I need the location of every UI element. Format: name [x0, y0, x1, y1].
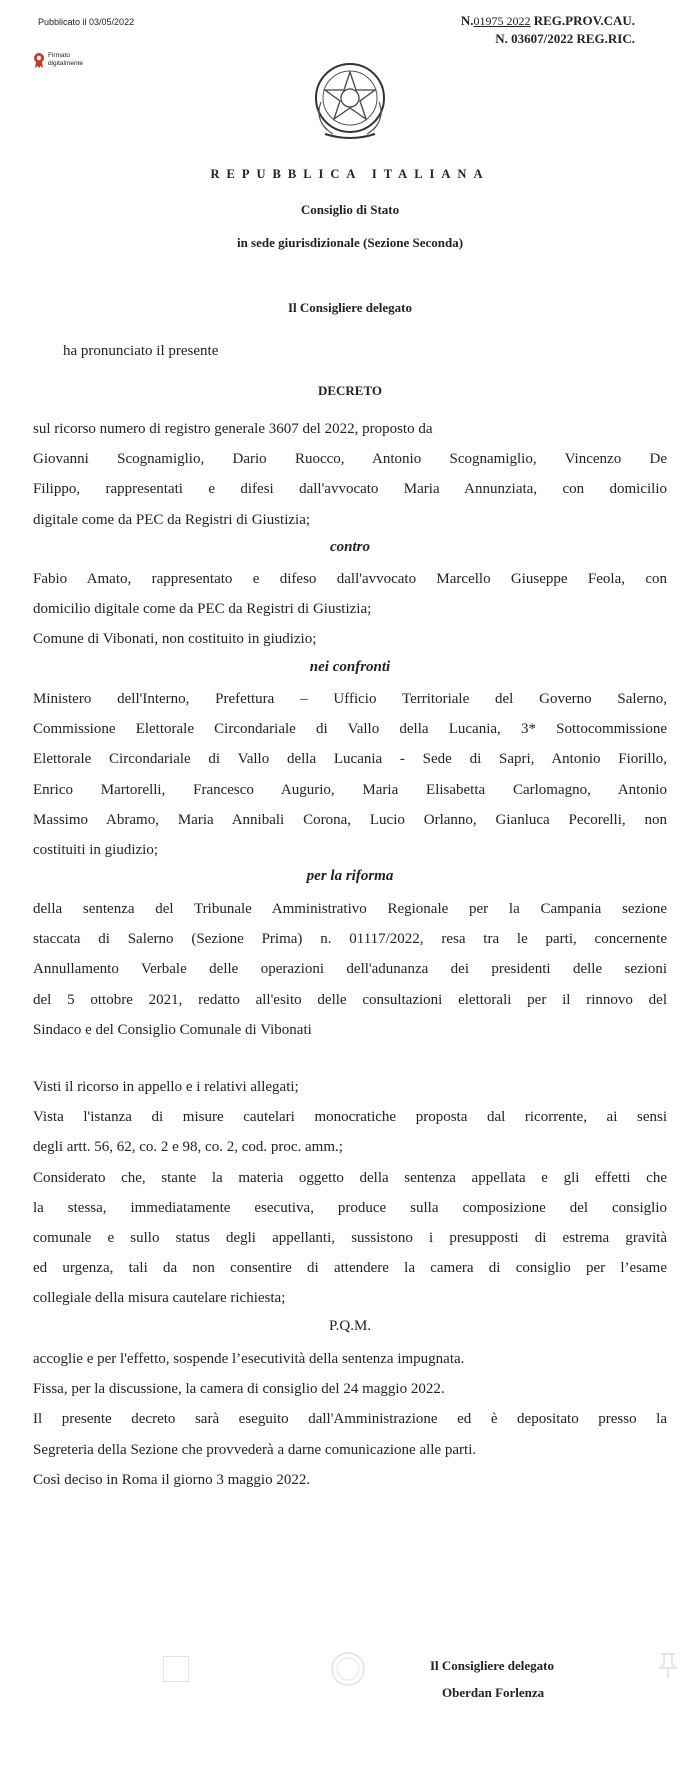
ricorso-line: sul ricorso numero di registro generale 3607 del 2022, proposto da	[33, 421, 433, 437]
ricorso-line: Giovanni Scognamiglio, Dario Ruocco, Antonio Scognamiglio, Vincenzo De	[33, 451, 667, 468]
confronti-line: Massimo Abramo, Maria Annibali Corona, Lucio Orlanno, Gianluca Pecorelli, non	[33, 811, 667, 828]
reg-ric-number: N. 03607/2022 REG.RIC.	[495, 31, 635, 46]
confronti-line: Commissione Elettorale Circondariale di Vallo della Lucania, 3* Sottocommissione	[33, 721, 667, 738]
court-section: in sede giurisdizionale (Sezione Seconda)	[236, 235, 464, 250]
digital-signature-badge	[33, 52, 83, 68]
riforma-line: staccata di Salerno (Sezione Prima) n. 01117/2022, resa tra le parti, concernente	[33, 931, 667, 948]
reg-prov-prefix: N.	[460, 13, 474, 28]
pqm-line: accoglie e per l'effetto, sospende l’esecutività della sentenza impugnata.	[33, 1351, 465, 1367]
visti-line: Considerato che, stante la materia oggetto della sentenza appellata e gli effetti che	[33, 1169, 667, 1186]
publication-date: Pubblicato il 03/05/2022	[38, 17, 135, 27]
seal-icon	[33, 52, 45, 68]
decree-heading: DECRETO	[317, 383, 383, 398]
visti-line: degli artt. 56, 62, co. 2 e 98, co. 2, cod. proc. amm.;	[33, 1139, 343, 1156]
pqm-line: Segreteria della Sezione che provvederà a darne comunicazione alle parti.	[33, 1441, 477, 1458]
pqm-line: Così deciso in Roma il giorno 3 maggio 2022.	[33, 1471, 311, 1488]
reg-prov-value: 01975 2022	[473, 14, 531, 28]
contro-paragraph	[33, 564, 667, 655]
confronti-line: costituiti in giudizio;	[33, 842, 158, 859]
signature-name: Oberdan Forlenza	[442, 1685, 545, 1700]
visti-line: la stessa, immediatamente esecutiva, produce sulla composizione del consiglio	[33, 1199, 667, 1216]
republic-heading: REPUBBLICA ITALIANA	[210, 167, 490, 181]
riforma-paragraph	[33, 894, 667, 1045]
visti-line: ed urgenza, tali da non consentire di attendere la camera di consiglio per l’esame	[33, 1260, 667, 1277]
pqm-heading: P.Q.M.	[328, 1318, 372, 1334]
judge-title: Il Consigliere delegato	[288, 300, 412, 315]
visti-line: collegiale della misura cautelare richiesta;	[33, 1290, 286, 1307]
signature-role: Il Consigliere delegato	[430, 1658, 554, 1673]
reg-prov-number	[461, 13, 635, 29]
visti-paragraph	[33, 1072, 667, 1314]
court-name: Consiglio di Stato	[300, 202, 400, 217]
pqm-line: Il presente decreto sarà eseguito dall'Amministrazione ed è depositato presso la	[33, 1411, 667, 1428]
ricorso-paragraph	[33, 414, 667, 535]
riforma-line: Annullamento Verbale delle operazioni dell'adunanza dei presidenti delle sezioni	[33, 961, 667, 978]
pqm-paragraph	[33, 1344, 667, 1495]
contro-line: domicilio digitale come da PEC da Registri di Giustizia;	[33, 601, 372, 618]
riforma-line: Sindaco e del Consiglio Comunale di Vibonati	[33, 1021, 312, 1038]
confronti-paragraph	[33, 684, 667, 865]
pqm-line: Fissa, per la discussione, la camera di consiglio del 24 maggio 2022.	[33, 1381, 445, 1398]
confronti-line: Ministero dell'Interno, Prefettura – Ufficio Territoriale del Governo Salerno,	[33, 691, 667, 707]
confronti-heading: nei confronti	[309, 659, 391, 675]
ricorso-line: digitale come da PEC da Registri di Giustizia;	[33, 511, 311, 528]
contro-line: Fabio Amato, rappresentato e difeso dall'avvocato Marcello Giuseppe Feola, con	[33, 571, 667, 587]
circle-icon[interactable]	[329, 1650, 367, 1688]
square-icon[interactable]	[163, 1656, 189, 1682]
signed-label-1: Firmato	[48, 52, 71, 59]
pin-icon[interactable]	[656, 1650, 680, 1680]
riforma-line: del 5 ottobre 2021, redatto all'esito delle consultazioni elettorali per il rinnovo del	[33, 991, 667, 1008]
signed-label-2: digitalmente	[48, 60, 84, 67]
riforma-line: della sentenza del Tribunale Amministrativo Regionale per la Campania sezione	[33, 901, 667, 917]
confronti-line: Enrico Martorelli, Francesco Augurio, Maria Elisabetta Carlomagno, Antonio	[33, 781, 667, 798]
confronti-line: Elettorale Circondariale di Vallo della Lucania - Sede di Sapri, Antonio Fiorillo,	[33, 751, 667, 768]
intro-text: ha pronunciato il presente	[63, 343, 219, 359]
reg-prov-suffix: REG.PROV.CAU.	[533, 13, 635, 28]
visti-line: Visti il ricorso in appello e i relativi allegati;	[33, 1079, 299, 1095]
ricorso-line: Filippo, rappresentati e difesi dall'avvocato Maria Annunziata, con domicilio	[33, 481, 667, 498]
visti-line: Vista l'istanza di misure cautelari monocratiche proposta dal ricorrente, ai sensi	[33, 1109, 667, 1126]
visti-line: comunale e sullo status degli appellanti, sussistono i presupposti di estrema gravità	[33, 1230, 667, 1247]
contro-heading: contro	[329, 539, 370, 555]
riforma-heading: per la riforma	[306, 868, 394, 884]
emblem-icon	[307, 58, 393, 142]
contro-line: Comune di Vibonati, non costituito in giudizio;	[33, 631, 317, 648]
